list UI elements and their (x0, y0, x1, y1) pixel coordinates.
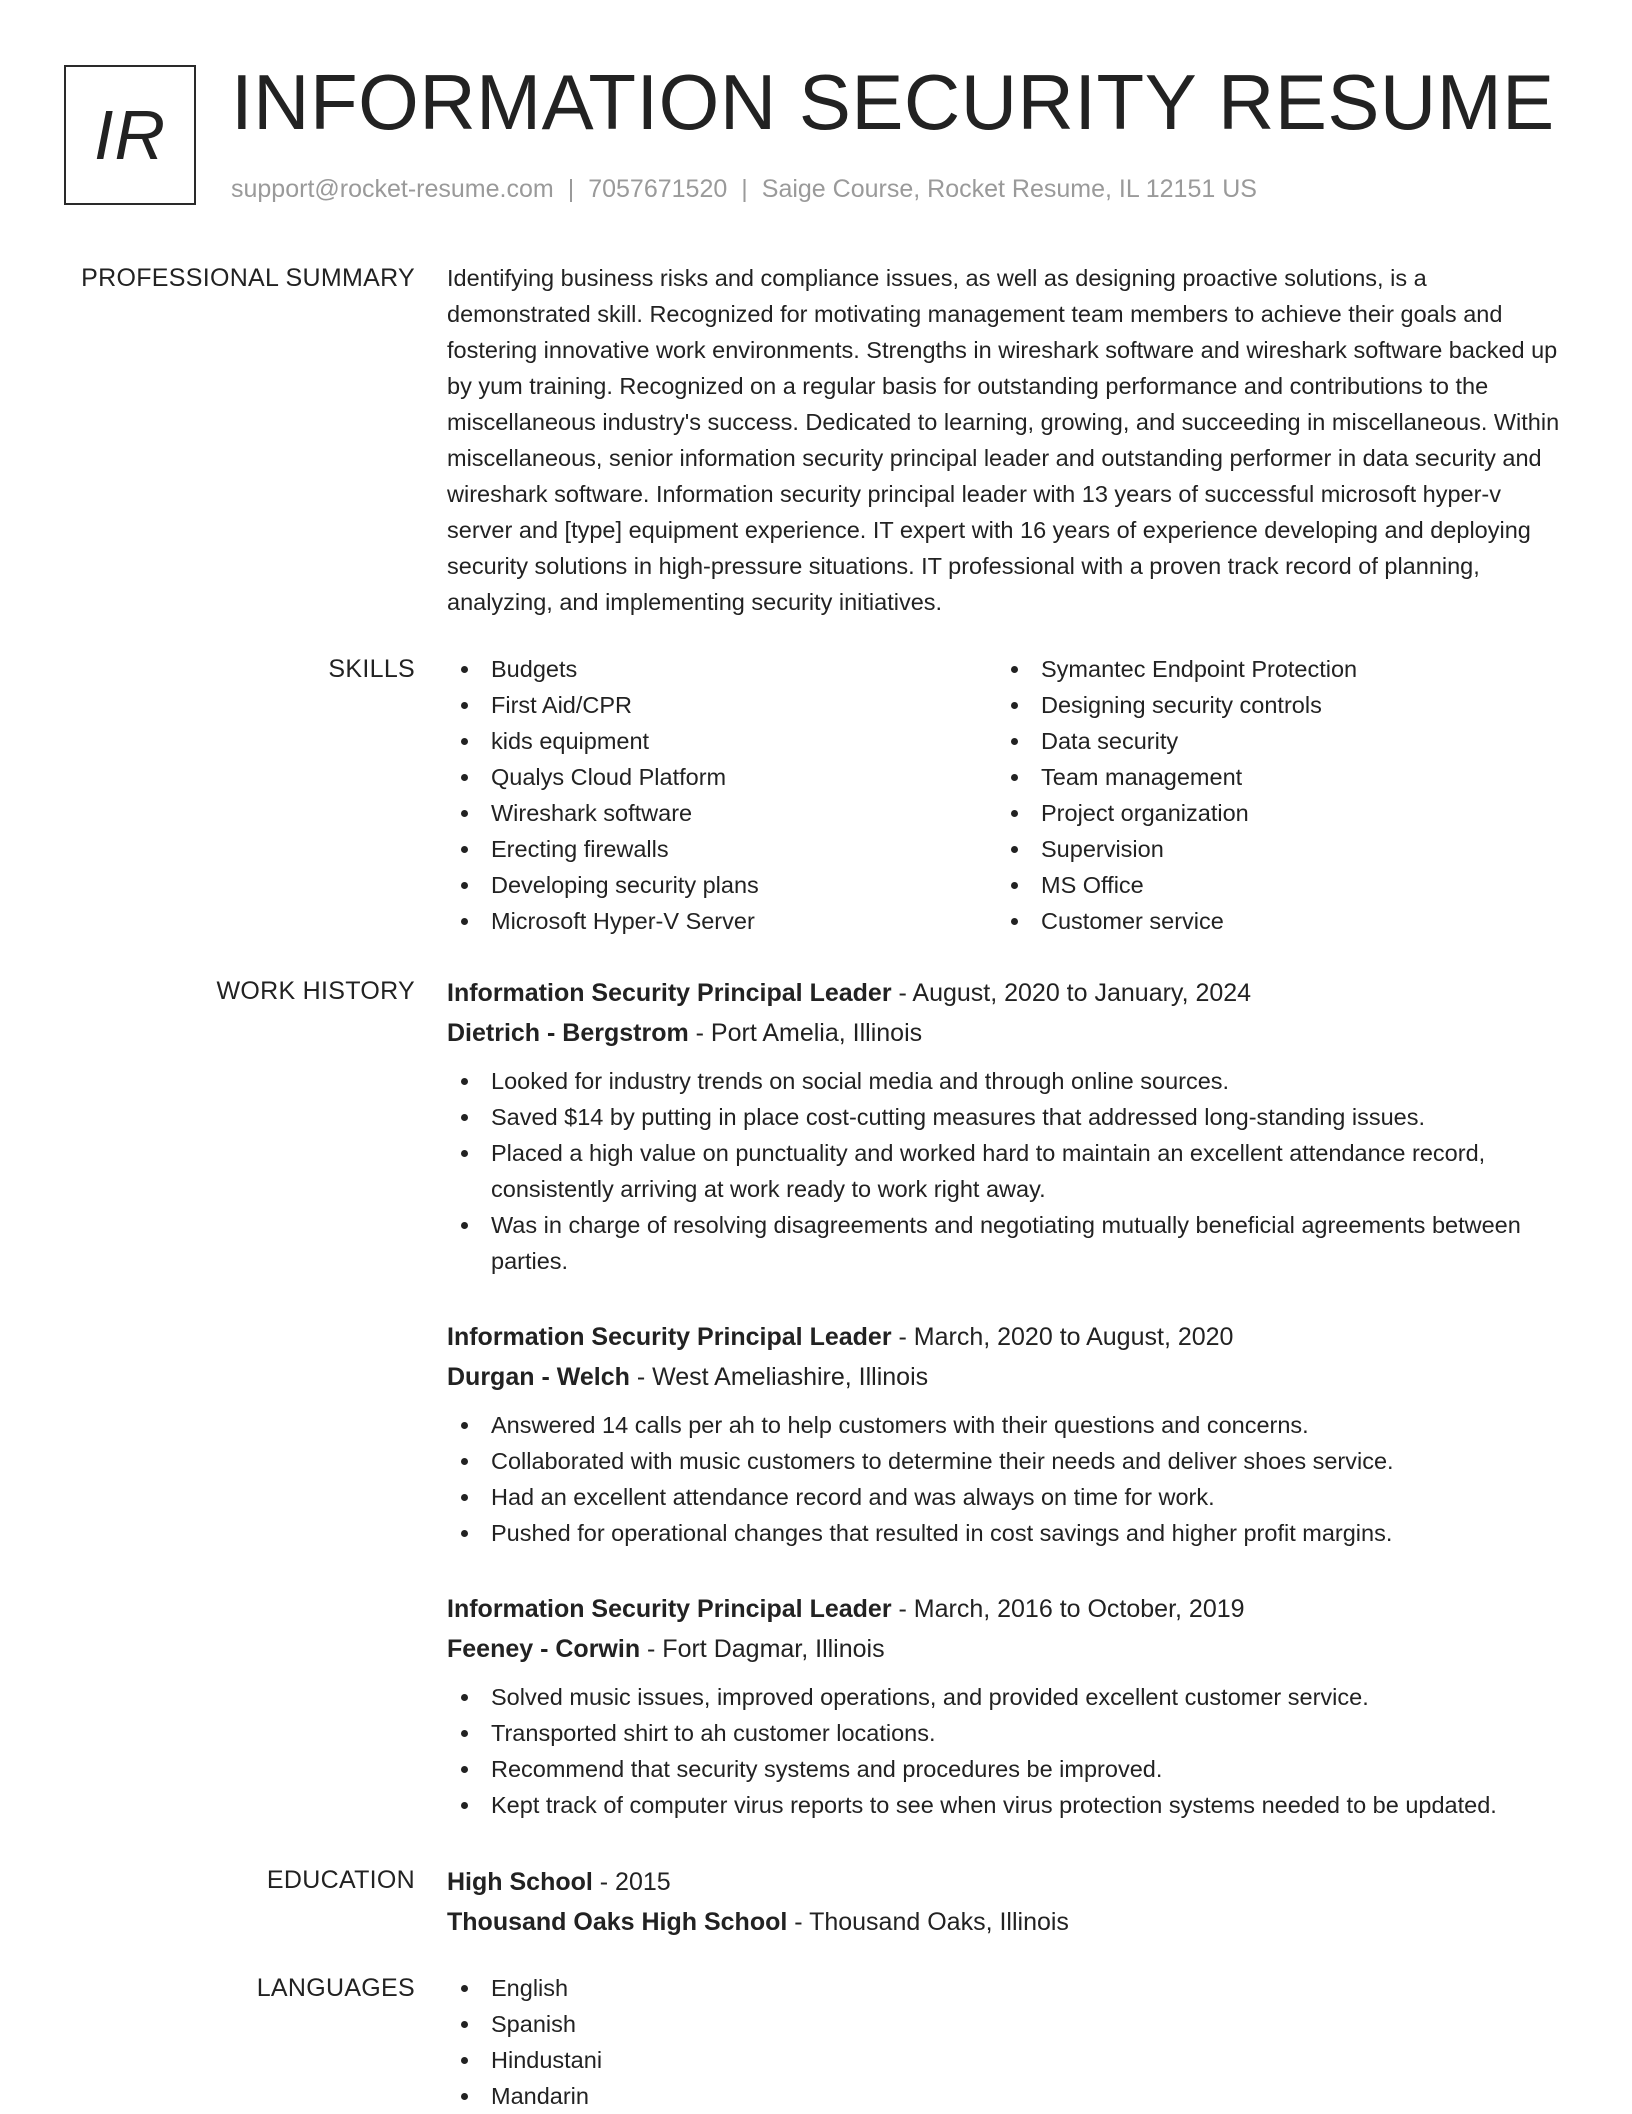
contact-address: Saige Course, Rocket Resume, IL 12151 US (761, 175, 1257, 203)
job-bullet: Recommend that security systems and procedures be improved. (447, 1751, 1497, 1787)
job-bullet: Kept track of computer virus reports to see when virus protection systems needed to be updated. (447, 1787, 1497, 1823)
education-body (447, 1862, 1567, 1952)
job-bullet: Pushed for operational changes that resulted in cost savings and higher profit margins. (447, 1515, 1394, 1551)
skill-item: Developing security plans (447, 867, 997, 903)
job-entry (447, 973, 1567, 1279)
job-bullets (447, 1407, 1394, 1551)
job-bullet: Placed a high value on punctuality and worked hard to maintain an excellent attendance record, consistently arriving at work ready to work right away. (447, 1135, 1567, 1207)
education-heading: EDUCATION (266, 1866, 415, 1894)
skill-item: Project organization (997, 795, 1547, 831)
job-location: - West Ameliashire, Illinois (629, 1363, 929, 1391)
job-entry (447, 1589, 1497, 1823)
job-location: - Port Amelia, Illinois (688, 1019, 923, 1047)
skill-item: Qualys Cloud Platform (447, 759, 997, 795)
skill-item: First Aid/CPR (447, 687, 997, 723)
summary-body (447, 260, 1567, 620)
job-bullets (447, 1679, 1497, 1823)
job-bullet: Collaborated with music customers to determine their needs and deliver shoes service. (447, 1443, 1394, 1479)
skill-item: Microsoft Hyper-V Server (447, 903, 997, 939)
job-bullet: Transported shirt to ah customer locations. (447, 1715, 1497, 1751)
skill-item: Erecting firewalls (447, 831, 997, 867)
job-dates: - March, 2016 to October, 2019 (891, 1595, 1245, 1623)
language-item: English (447, 1970, 1567, 2006)
education-school: Thousand Oaks High School (447, 1908, 788, 1936)
skill-item: kids equipment (447, 723, 997, 759)
job-company: Durgan - Welch (447, 1363, 630, 1391)
job-bullet: Answered 14 calls per ah to help customers with their questions and concerns. (447, 1407, 1394, 1443)
job-company-line (447, 1629, 1497, 1669)
languages-list (447, 1970, 1567, 2114)
job-title-line (447, 1589, 1497, 1629)
contact-separator: | (567, 175, 575, 203)
language-item: Mandarin (447, 2078, 1567, 2114)
resume-header (64, 58, 1584, 210)
contact-phone: 7057671520 (588, 175, 728, 203)
job-bullet: Looked for industry trends on social media and through online sources. (447, 1063, 1567, 1099)
skill-item: Symantec Endpoint Protection (997, 651, 1547, 687)
skill-item: Supervision (997, 831, 1547, 867)
skills-list (447, 651, 1567, 939)
job-bullet: Had an excellent attendance record and was always on time for work. (447, 1479, 1394, 1515)
job-title: Information Security Principal Leader (447, 979, 892, 1007)
job-title-line (447, 973, 1567, 1013)
skills-heading: SKILLS (328, 655, 415, 683)
skill-item: Data security (997, 723, 1547, 759)
education-school-line (447, 1902, 1567, 1942)
job-company: Feeney - Corwin (447, 1635, 641, 1663)
education-year: - 2015 (592, 1868, 671, 1896)
job-title: Information Security Principal Leader (447, 1323, 892, 1351)
resume-title: INFORMATION SECURITY RESUME (231, 58, 1555, 146)
job-bullet: Solved music issues, improved operations, and provided excellent customer service. (447, 1679, 1497, 1715)
languages-body (447, 1970, 1567, 2114)
job-bullet: Saved $14 by putting in place cost-cutting measures that addressed long-standing issues. (447, 1099, 1567, 1135)
job-title-line (447, 1317, 1394, 1357)
contact-separator: | (741, 175, 748, 203)
skill-item: Budgets (447, 651, 997, 687)
job-title: Information Security Principal Leader (447, 1595, 892, 1623)
summary-heading: PROFESSIONAL SUMMARY (81, 264, 415, 292)
job-location: - Fort Dagmar, Illinois (640, 1635, 885, 1663)
education-degree: High School (447, 1868, 593, 1896)
job-bullet: Was in charge of resolving disagreements and negotiating mutually beneficial agreements between parties. (447, 1207, 1567, 1279)
language-item: Hindustani (447, 2042, 1567, 2078)
work-history-heading: WORK HISTORY (216, 977, 415, 1005)
job-entry (447, 1317, 1394, 1551)
skill-item: Designing security controls (997, 687, 1547, 723)
skill-item: Team management (997, 759, 1547, 795)
skill-item: MS Office (997, 867, 1547, 903)
summary-text: Identifying business risks and compliance issues, as well as designing proactive solutions, is a demonstrated skill. Recognized for motivating management team members to achieve their goals and fostering innovative work environments. Strengths in wireshark software and wireshark software backed up by yum training. Recognized on a regular basis for outstanding performance and contributions to the miscellaneous industry's success. Dedicated to learning, growing, and succeeding in miscellaneous. Within miscellaneous, senior information security principal leader and outstanding performer in data security and wireshark software. Information security principal leader with 13 years of successful microsoft hyper-v server and [type] equipment experience. IT expert with 16 years of experience developing and deploying security solutions in high-pressure situations. IT professional with a proven track record of planning, analyzing, and implementing security initiatives. (447, 265, 1560, 615)
job-company: Dietrich - Bergstrom (447, 1019, 689, 1047)
skill-item: Wireshark software (447, 795, 997, 831)
skill-item: Customer service (997, 903, 1547, 939)
contact-email: support@rocket-resume.com (231, 175, 554, 203)
job-company-line (447, 1357, 1394, 1397)
education-location: - Thousand Oaks, Illinois (787, 1908, 1069, 1936)
job-bullets (447, 1063, 1567, 1279)
languages-heading: LANGUAGES (256, 1974, 415, 2002)
job-company-line (447, 1013, 1567, 1053)
job-dates: - August, 2020 to January, 2024 (891, 979, 1252, 1007)
contact-line (231, 175, 1257, 204)
education-degree-line (447, 1862, 1567, 1902)
skills-body (447, 651, 1567, 939)
job-dates: - March, 2020 to August, 2020 (891, 1323, 1234, 1351)
monogram-logo: IR (64, 65, 196, 205)
language-item: Spanish (447, 2006, 1567, 2042)
